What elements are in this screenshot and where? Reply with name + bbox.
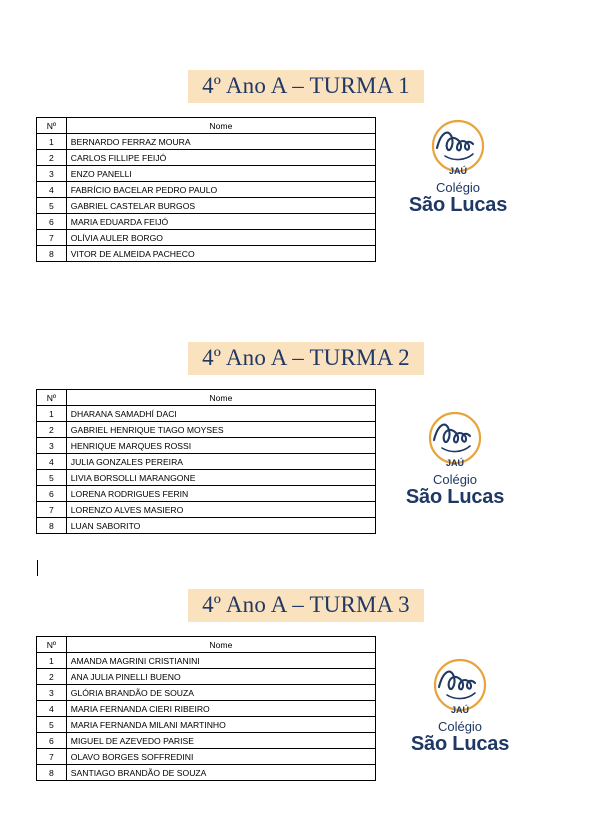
class-section-3 [0, 589, 612, 622]
cell-num: 2 [37, 150, 67, 166]
section-title-2: 4º Ano A – TURMA 2 [188, 342, 424, 375]
cell-name: ANA JULIA PINELLI BUENO [66, 669, 375, 685]
cell-num: 7 [37, 502, 67, 518]
column-header-name: Nome [66, 637, 375, 653]
cell-num: 8 [37, 765, 67, 781]
table-row [37, 765, 376, 781]
cell-num: 2 [37, 422, 67, 438]
cell-name: BERNARDO FERRAZ MOURA [66, 134, 375, 150]
roster-table-1 [36, 117, 376, 262]
cell-num: 1 [37, 134, 67, 150]
logo-name-label: São Lucas [410, 732, 510, 755]
table-row [37, 454, 376, 470]
logo-circle-icon [425, 118, 491, 180]
cell-name: MARIA FERNANDA MILANI MARTINHO [66, 717, 375, 733]
cell-name: GABRIEL CASTELAR BURGOS [66, 198, 375, 214]
column-header-name: Nome [66, 118, 375, 134]
logo-colegio-label: Colégio [432, 472, 478, 487]
cell-name: CARLOS FILLIPE FEIJÓ [66, 150, 375, 166]
table-row [37, 246, 376, 262]
table-header-row [37, 118, 376, 134]
table-row [37, 150, 376, 166]
cell-name: OLAVO BORGES SOFFREDINI [66, 749, 375, 765]
logo-mark [427, 657, 493, 719]
cell-name: LUAN SABORITO [66, 518, 375, 534]
cell-num: 6 [37, 733, 67, 749]
logo-name-label: São Lucas [405, 485, 505, 508]
svg-text:JAÚ: JAÚ [450, 705, 470, 715]
class-section-1 [0, 70, 612, 103]
table-row [37, 406, 376, 422]
table-row [37, 701, 376, 717]
cell-num: 1 [37, 406, 67, 422]
logo-colegio-label: Colégio [435, 180, 481, 195]
text-cursor [37, 560, 38, 576]
table-row [37, 653, 376, 669]
table-row [37, 518, 376, 534]
cell-num: 6 [37, 486, 67, 502]
table-row [37, 685, 376, 701]
table-row [37, 749, 376, 765]
cell-num: 3 [37, 685, 67, 701]
cell-name: DHARANA SAMADHÍ DACI [66, 406, 375, 422]
table-row [37, 733, 376, 749]
logo-mark [425, 118, 491, 180]
cell-num: 4 [37, 701, 67, 717]
logo-circle-icon [422, 410, 488, 472]
school-logo-3 [400, 657, 520, 755]
table-header-row [37, 390, 376, 406]
table-row [37, 182, 376, 198]
roster-table-2 [36, 389, 376, 534]
cell-name: LORENA RODRIGUES FERIN [66, 486, 375, 502]
school-logo-1 [398, 118, 518, 216]
table-row [37, 669, 376, 685]
table-row [37, 230, 376, 246]
cell-name: MARIA FERNANDA CIERI RIBEIRO [66, 701, 375, 717]
cell-name: GABRIEL HENRIQUE TIAGO MOYSES [66, 422, 375, 438]
cell-name: VITOR DE ALMEIDA PACHECO [66, 246, 375, 262]
cell-num: 7 [37, 230, 67, 246]
section-title-wrap-1 [0, 70, 612, 103]
cell-num: 8 [37, 246, 67, 262]
logo-mark [422, 410, 488, 472]
table-row [37, 134, 376, 150]
cell-name: OLÍVIA AULER BORGO [66, 230, 375, 246]
column-header-num: Nº [37, 637, 67, 653]
cell-name: JULIA GONZALES PEREIRA [66, 454, 375, 470]
cell-name: ENZO PANELLI [66, 166, 375, 182]
section-title-wrap-3 [0, 589, 612, 622]
cell-name: GLÓRIA BRANDÃO DE SOUZA [66, 685, 375, 701]
cell-num: 8 [37, 518, 67, 534]
table-row [37, 198, 376, 214]
table-row [37, 486, 376, 502]
cell-num: 5 [37, 470, 67, 486]
table-row [37, 470, 376, 486]
table-header-row [37, 637, 376, 653]
section-title-3: 4º Ano A – TURMA 3 [188, 589, 424, 622]
cell-num: 5 [37, 198, 67, 214]
table-row [37, 502, 376, 518]
cell-name: AMANDA MAGRINI CRISTIANINI [66, 653, 375, 669]
roster-table-3 [36, 636, 376, 781]
cell-name: MARIA EDUARDA FEIJÓ [66, 214, 375, 230]
cell-name: LIVIA BORSOLLI MARANGONE [66, 470, 375, 486]
cell-name: HENRIQUE MARQUES ROSSI [66, 438, 375, 454]
cell-num: 1 [37, 653, 67, 669]
school-logo-2 [395, 410, 515, 508]
cell-num: 3 [37, 438, 67, 454]
svg-text:JAÚ: JAÚ [445, 458, 465, 468]
column-header-name: Nome [66, 390, 375, 406]
logo-name-label: São Lucas [408, 193, 508, 216]
cell-num: 2 [37, 669, 67, 685]
svg-text:JAÚ: JAÚ [448, 166, 468, 176]
cell-name: MIGUEL DE AZEVEDO PARISE [66, 733, 375, 749]
cell-num: 4 [37, 182, 67, 198]
cell-num: 6 [37, 214, 67, 230]
class-section-2 [0, 342, 612, 375]
cell-name: SANTIAGO BRANDÃO DE SOUZA [66, 765, 375, 781]
cell-num: 3 [37, 166, 67, 182]
section-title-1: 4º Ano A – TURMA 1 [188, 70, 424, 103]
table-row [37, 166, 376, 182]
column-header-num: Nº [37, 118, 67, 134]
cell-name: LORENZO ALVES MASIERO [66, 502, 375, 518]
cell-num: 7 [37, 749, 67, 765]
table-row [37, 438, 376, 454]
table-row [37, 422, 376, 438]
cell-name: FABRÍCIO BACELAR PEDRO PAULO [66, 182, 375, 198]
cell-num: 5 [37, 717, 67, 733]
section-title-wrap-2 [0, 342, 612, 375]
table-row [37, 214, 376, 230]
cell-num: 4 [37, 454, 67, 470]
table-row [37, 717, 376, 733]
logo-circle-icon [427, 657, 493, 719]
column-header-num: Nº [37, 390, 67, 406]
logo-colegio-label: Colégio [437, 719, 483, 734]
